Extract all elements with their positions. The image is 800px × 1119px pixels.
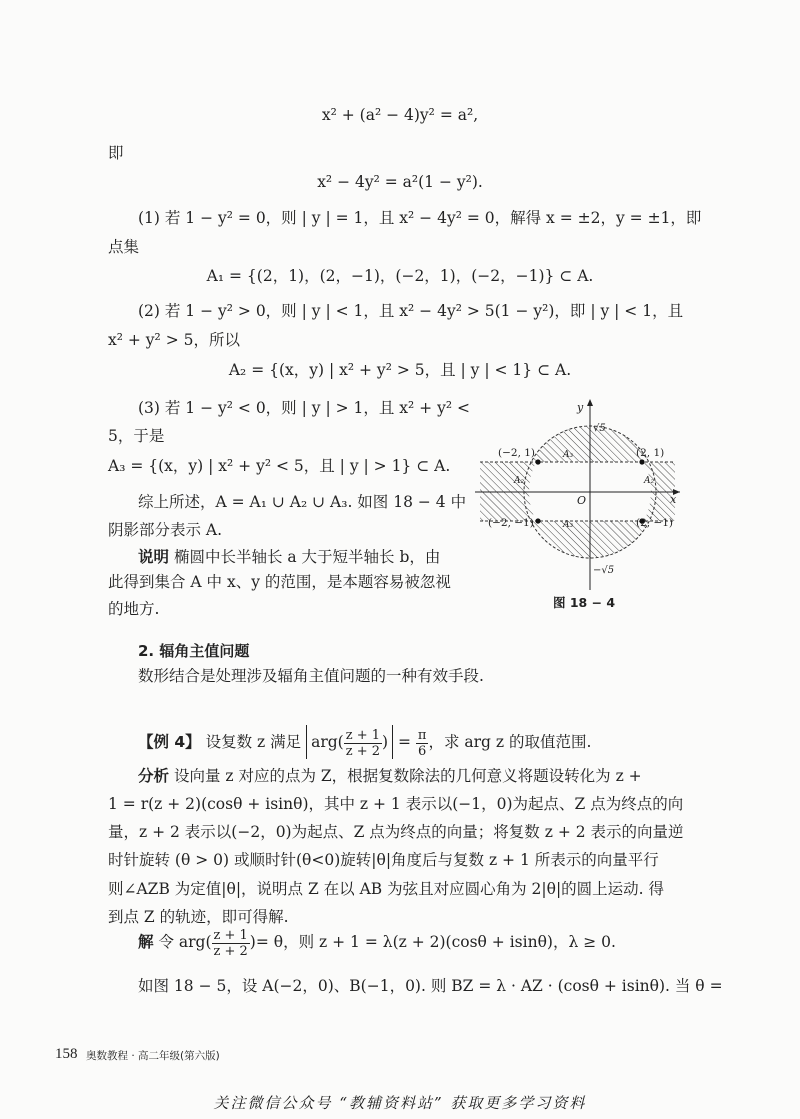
point-label-neg2-neg1: (−2, −1) [488, 517, 534, 529]
section-title: 2. 辐角主值问题 [138, 642, 250, 660]
frac-den: z + 2 [345, 743, 381, 759]
sqrt5-label: √5 [593, 423, 606, 434]
equation-2: x² − 4y² = a²(1 − y²). [317, 173, 483, 191]
fraction-pi-6 [416, 728, 429, 759]
arg-text: arg [311, 733, 338, 751]
figure-caption: 图 18 − 4 [553, 595, 616, 610]
section-body: 数形结合是处理涉及辐角主值问题的一种有效手段. [138, 667, 484, 685]
point-label-2-neg1: (2, −1) [636, 517, 674, 529]
label-a3-bottom: A₃ [563, 520, 574, 530]
solution-fraction [212, 928, 250, 959]
case-2-line-2: x² + y² > 5，所以 [108, 331, 240, 349]
label-a2-right: A₂ [644, 476, 655, 486]
abs-expression: arg( $\frac{z + 1}{z + 2}$ ) [306, 725, 393, 759]
example-suffix: ，求 arg z 的取值范围. [428, 733, 592, 751]
analysis-line-4: 时针旋转 (θ > 0) 或顺时针(θ<0)旋转|θ|角度后与复数 z + 1 所表示的向量平行 [108, 851, 659, 869]
y-label: y [577, 401, 584, 414]
last-line: 如图 18 − 5，设 A(−2，0)、B(−1，0). 则 BZ = λ · AZ · (cosθ + isinθ). 当 θ = [138, 977, 723, 995]
six: 6 [418, 743, 427, 759]
analysis-line-6: 到点 Z 的轨迹，即可得解. [108, 908, 289, 926]
analysis-line-5: 则∠AZB 为定值|θ|，说明点 Z 在以 AB 为弦且对应圆心角为 2|θ|的圆上运动. 得 [108, 880, 665, 898]
label-a2-left: A₂ [514, 476, 525, 486]
summary-line-1: 综上所述，A = A₁ ∪ A₂ ∪ A₃. 如图 18 − 4 中 [138, 493, 467, 511]
solution-prefix: 令 arg [153, 933, 206, 951]
note-line-3: 的地方. [108, 600, 160, 618]
case-1-line-2: 点集 [108, 238, 140, 256]
example-prefix: 设复数 z 满足 [205, 733, 302, 751]
point-label-neg2-1: (−2, 1) [498, 447, 536, 459]
page-number: 158 [55, 1046, 78, 1062]
label-a3-top: A₃ [563, 450, 574, 460]
note-line-1 [138, 546, 440, 568]
figure-18-4 [470, 395, 685, 599]
point-neg2-1 [535, 459, 540, 464]
watermark: 关注微信公众号 “教辅资料站” 获取更多学习资料 [213, 1094, 587, 1112]
pi: π [417, 727, 427, 743]
point-neg2-neg1 [535, 518, 540, 523]
solution-label: 解 [138, 933, 154, 951]
x-label: x [670, 493, 677, 506]
analysis-text-1: 设向量 z 对应的点为 Z，根据复数除法的几何意义将题设转化为 z + [169, 767, 642, 785]
sol-frac-num: z + 1 [213, 927, 248, 943]
book-title: 奥数教程 · 高二年级(第六版) [86, 1050, 220, 1062]
origin-label: O [577, 494, 587, 507]
solution-suffix: = θ，则 z + 1 = λ(z + 2)(cosθ + isinθ)，λ ≥ 0. [255, 933, 616, 951]
sol-frac-den: z + 2 [213, 943, 248, 959]
solution-line: 解 令 arg( $\frac{z + 1}{z + 2}$ )= θ，则 z + 1 = λ(z + 2)(cosθ + isinθ)，λ ≥ 0. [138, 927, 616, 959]
set-a3: A₃ = {(x，y) | x² + y² < 5，且 | y | > 1} ⊂ A. [108, 457, 451, 475]
figure-18-4-svg [470, 395, 685, 595]
frac-num: z + 1 [345, 727, 381, 743]
example-4: 【例 4】 设复数 z 满足 arg( $\frac{z + 1}{z + 2}$ ) = $\frac{\pi}{6}$ ，求 arg z 的取值范围. [138, 725, 591, 765]
analysis-line-3: 量，z + 2 表示以(−2，0)为起点、Z 点为终点的向量；将复数 z + 2 表示的向量逆 [108, 823, 684, 841]
y-arrow [587, 399, 593, 406]
fraction-z1-z2 [344, 728, 382, 759]
neg-sqrt5-label: −√5 [593, 565, 615, 576]
set-a1: A₁ = {(2，1)，(2，−1)，(−2，1)，(−2，−1)} ⊂ A. [206, 267, 594, 285]
point-label-2-1: (2, 1) [636, 447, 665, 459]
case-3-line-2: 5，于是 [108, 427, 165, 445]
example-label: 【例 4】 [138, 733, 201, 751]
analysis-label: 分析 [138, 767, 170, 785]
note-line-2: 此得到集合 A 中 x、y 的范围，是本题容易被忽视 [108, 573, 451, 591]
summary-line-2: 阴影部分表示 A. [108, 521, 223, 539]
text-ji: 即 [108, 144, 124, 162]
analysis-line-1 [138, 765, 642, 787]
case-3-line-1: (3) 若 1 − y² < 0，则 | y | > 1，且 x² + y² < [138, 399, 470, 417]
analysis-line-2: 1 = r(z + 2)(cosθ + isinθ)，其中 z + 1 表示以(−1，0)为起点、Z 点为终点的向 [108, 795, 684, 813]
note-label: 说明 [138, 548, 170, 566]
equation-1: x² + (a² − 4)y² = a², [321, 106, 479, 124]
set-a2: A₂ = {(x，y) | x² + y² > 5，且 | y | < 1} ⊂ A. [228, 361, 572, 379]
case-2-line-1: (2) 若 1 − y² > 0，则 | y | < 1，且 x² − 4y² > 5(1 − y²)，即 | y | < 1，且 [138, 302, 684, 320]
point-2-1 [639, 459, 644, 464]
case-1-line-1: (1) 若 1 − y² = 0，则 | y | = 1，且 x² − 4y² = 0，解得 x = ±2，y = ±1，即 [138, 209, 702, 227]
note-text: 椭圆中长半轴长 a 大于短半轴长 b，由 [169, 548, 441, 566]
